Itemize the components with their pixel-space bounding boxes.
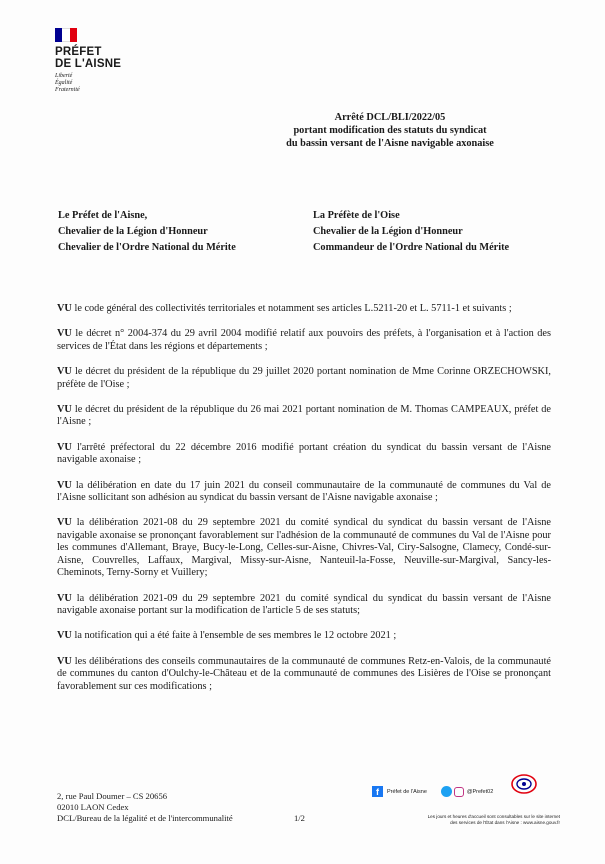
consideration-paragraph: VU la notification qui a été faite à l'ensemble de ses membres le 12 octobre 2021 ;: [57, 630, 397, 642]
flag-icon: [55, 28, 77, 42]
consideration-paragraph: VU le code général des collectivités territoriales et notamment ses articles L.5211-20 et L. 5711-1 et suivants ;: [57, 303, 512, 314]
footer-address: 2, rue Paul Doumer – CS 20656 02010 LAON Cedex DCL/Bureau de la légalité et de l'intercommunalité: [57, 791, 233, 823]
consideration-paragraph: VU la délibération 2021-08 du 29 septembre 2021 du comité syndical du syndicat du bassin versant de l'Aisne navigable axonaise se prononçant favorablement sur l'adhésion de la communauté de communes du Val de l'Aisne pour les communes d'Allemant, Braye, Bucy-le-Long, Celles-sur-Aisne, Chivres-Val, Ciry-Salsogne, Clamecy, Condé-sur-Aisne, Couvrelles, Laffaux, Margival, Missy-sur-Aisne, Nanteuil-la-Fosse, Neuville-sur-Margival, Sancy-les-Cheminots, Terny-Sorny et Vuillery;: [57, 517, 552, 579]
facebook-label[interactable]: Préfet de l'Aisne: [387, 788, 427, 795]
logo-line-2: DE L'AISNE: [55, 58, 122, 70]
logo-line-1: PRÉFET: [55, 46, 102, 58]
consideration-paragraph: VU l'arrêté préfectoral du 22 décembre 2016 modifié portant création du syndicat du bassin versant de l'Aisne navigable axonaise ;: [57, 441, 551, 466]
motto: Liberté Égalité Fraternité: [55, 73, 80, 93]
consideration-paragraph: VU le décret du président de la république du 26 mai 2021 portant nomination de M. Thomas CAMPEAUX, préfet de l'Aisne ;: [57, 404, 551, 428]
page-number: 1/2: [294, 813, 305, 823]
consideration-paragraph: VU la délibération 2021-09 du 29 septembre 2021 du comité syndical du syndicat du bassin versant de l'Aisne navigable axonaise portant sur la modification de l'article 5 de ses statuts;: [57, 592, 552, 616]
consideration-paragraph: VU le décret n° 2004-374 du 29 avril 2004 modifié relatif aux pouvoirs des préfets, à l'organisation et à l'action des services de l'État dans les régions et départements ;: [57, 328, 551, 352]
facebook-icon[interactable]: f: [372, 786, 383, 797]
twitter-handle[interactable]: @Prefet02: [466, 788, 494, 795]
authority-oise: La Préfète de l'Oise Chevalier de la Légion d'Honneur Commandeur de l'Ordre National du Mérite: [313, 210, 510, 253]
instagram-icon[interactable]: [454, 787, 464, 797]
prefecture-logo: [55, 28, 121, 94]
footer-note: Les jours et heures d'accueil sont consultables sur le site internet des services de l'État dans l'Aisne : www.aisne.gouv.fr: [427, 814, 560, 825]
consideration-paragraph: VU la délibération en date du 17 juin 2021 du conseil communautaire de la communauté de communes du Val de l'Aisne sollicitant son adhésion au syndicat du bassin versant de l'Aisne navigable axonaise ;: [57, 479, 551, 504]
consideration-paragraph: VU le décret du président de la république du 29 juillet 2020 portant nomination de Mme Corinne ORZECHOWSKI, préfète de l'Oise ;: [57, 366, 551, 390]
document-title: Arrêté DCL/BLI/2022/05 portant modification des statuts du syndicat du bassin versant de l'Aisne navigable axonaise: [286, 112, 494, 149]
document-body: [57, 303, 551, 706]
twitter-icon[interactable]: [441, 786, 452, 797]
social-links: [372, 786, 493, 797]
authority-aisne: Le Préfet de l'Aisne, Chevalier de la Légion d'Honneur Chevalier de l'Ordre National du Mérite: [58, 210, 236, 253]
marianne-emblem-icon: [510, 772, 538, 798]
consideration-paragraph: VU les délibérations des conseils communautaires de la communauté de communes Retz-en-Valois, de la communauté de communes du canton d'Oulchy-le-Château et de la communauté de communes des Lisières de l'Oise se prononçant favorablement sur ces modifications ;: [57, 655, 552, 692]
